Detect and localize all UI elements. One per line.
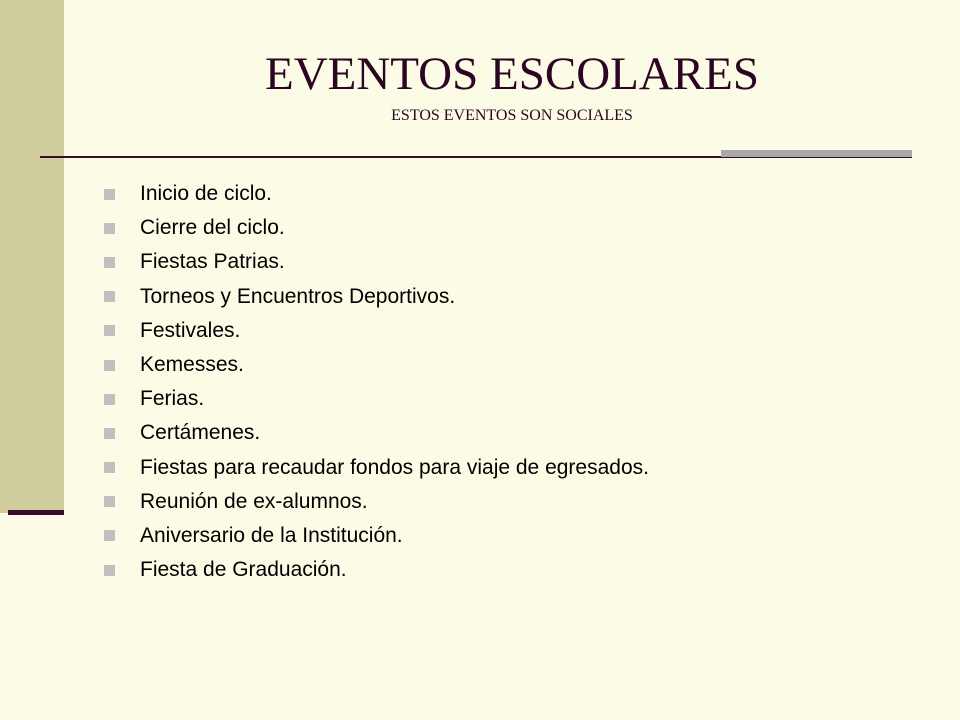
bullet-icon bbox=[104, 257, 115, 268]
event-list bbox=[104, 177, 649, 587]
bullet-icon bbox=[104, 223, 115, 234]
slide-subtitle: ESTOS EVENTOS SON SOCIALES bbox=[391, 107, 633, 124]
bullet-icon bbox=[104, 428, 115, 439]
list-item-text: Ferias. bbox=[140, 387, 205, 411]
list-item bbox=[104, 382, 649, 416]
list-item bbox=[104, 314, 649, 348]
bullet-icon bbox=[104, 189, 115, 200]
list-item-text: Fiestas Patrias. bbox=[140, 250, 285, 274]
list-item-text: Reunión de ex-alumnos. bbox=[140, 489, 368, 513]
list-item bbox=[104, 451, 649, 485]
list-item-text: Kemesses. bbox=[140, 353, 244, 377]
list-item bbox=[104, 348, 649, 382]
list-item-text: Certámenes. bbox=[140, 421, 261, 445]
bullet-icon bbox=[104, 530, 115, 541]
list-item bbox=[104, 177, 649, 211]
list-item bbox=[104, 485, 649, 519]
list-item bbox=[104, 211, 649, 245]
list-item-text: Aniversario de la Institución. bbox=[140, 523, 403, 547]
list-item bbox=[104, 280, 649, 314]
list-item-text: Torneos y Encuentros Deportivos. bbox=[140, 284, 456, 308]
list-item-text: Festivales. bbox=[140, 318, 241, 342]
bullet-icon bbox=[104, 496, 115, 507]
list-item-text: Fiestas para recaudar fondos para viaje de egresados. bbox=[140, 455, 649, 479]
list-item bbox=[104, 245, 649, 279]
bullet-icon bbox=[104, 462, 115, 473]
bullet-icon bbox=[104, 291, 115, 302]
side-decorative-bar bbox=[0, 0, 64, 513]
list-item-text: Cierre del ciclo. bbox=[140, 216, 285, 240]
list-item bbox=[104, 416, 649, 450]
bullet-icon bbox=[104, 394, 115, 405]
bullet-icon bbox=[104, 325, 115, 336]
list-item-text: Fiesta de Graduación. bbox=[140, 558, 347, 582]
bullet-icon bbox=[104, 360, 115, 371]
list-item-text: Inicio de ciclo. bbox=[140, 182, 272, 206]
list-item bbox=[104, 553, 649, 587]
title-divider-accent bbox=[721, 150, 912, 157]
slide-title: EVENTOS ESCOLARES bbox=[265, 48, 759, 100]
side-accent-line bbox=[8, 510, 64, 515]
bullet-icon bbox=[104, 565, 115, 576]
list-item bbox=[104, 519, 649, 553]
title-block bbox=[64, 44, 960, 126]
